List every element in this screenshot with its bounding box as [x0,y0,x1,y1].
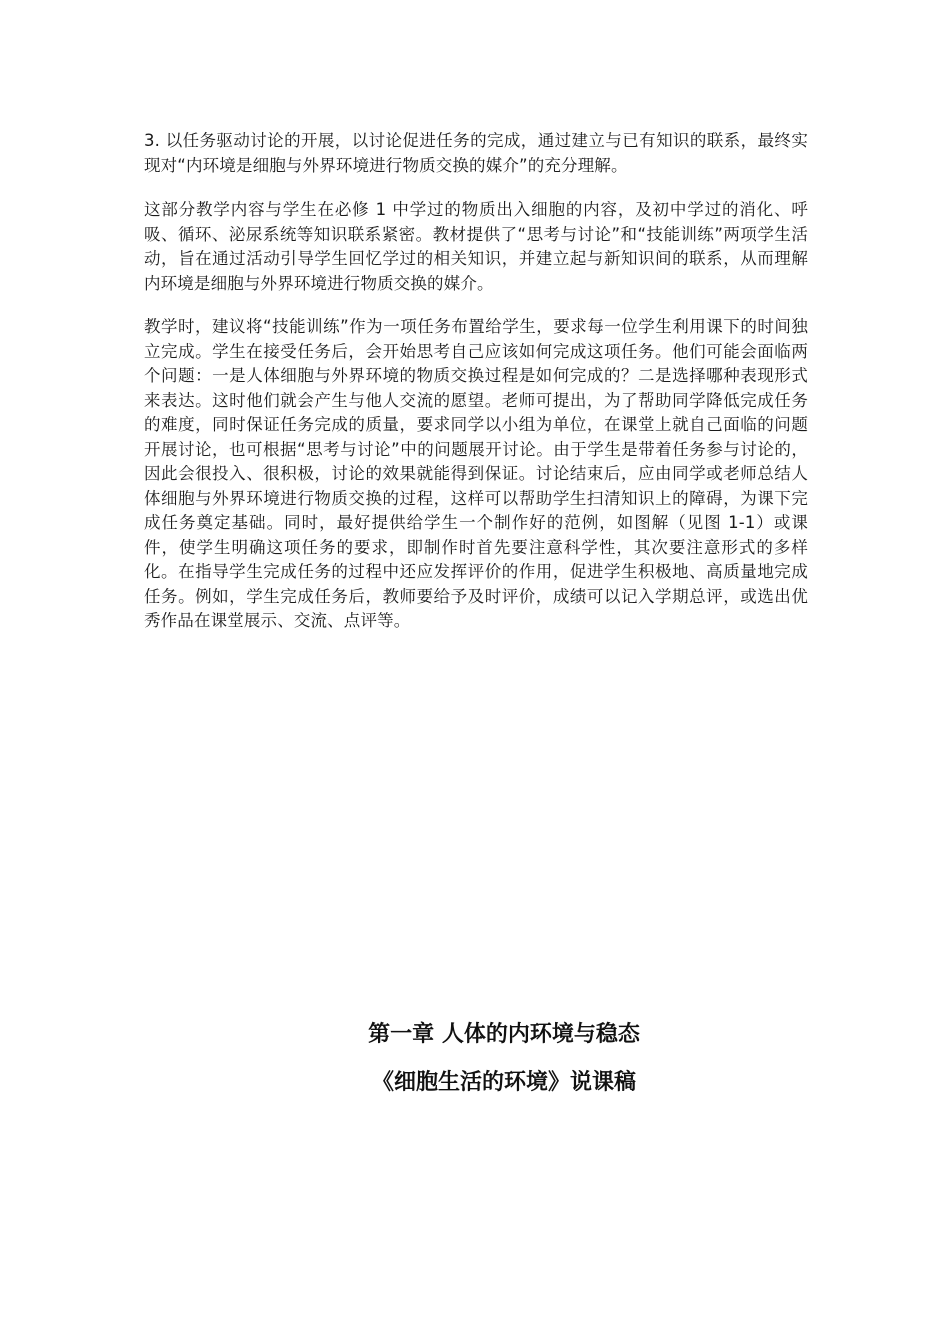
paragraph-content-connection: 这部分教学内容与学生在必修 1 中学过的物质出入细胞的内容，及初中学过的消化、呼吸、循环、泌尿系统等知识联系紧密。教材提供了“思考与讨论”和“技能训练”两项学生活动，旨在通过活动引导学生回忆学过的相关知识，并建立起与新知识间的联系，从而理解内环境是细胞与外界环境进行物质交换的媒介。 [144,200,808,293]
lesson-title: 《细胞生活的环境》说课稿 [371,1070,636,1095]
chapter-title: 第一章 人体的内环境与稳态 [368,1022,640,1047]
paragraph-teaching-suggestion: 教学时，建议将“技能训练”作为一项任务布置给学生，要求每一位学生利用课下的时间独立完成。学生在接受任务后，会开始思考自己应该如何完成这项任务。他们可能会面临两个问题：一是人体细胞与外界环境的物质交换过程是如何完成的？二是选择哪种表现形式来表达。这时他们就会产生与他人交流的愿望。老师可提出，为了帮助同学降低完成任务的难度，同时保证任务完成的质量，要求同学以小组为单位，在课堂上就自己面临的问题开展讨论，也可根据“思考与讨论”中的问题展开讨论。由于学生是带着任务参与讨论的，因此会很投入、很积极，讨论的效果就能得到保证。讨论结束后，应由同学或老师总结人体细胞与外界环境进行物质交换的过程，这样可以帮助学生扫清知识上的障碍，为课下完成任务奠定基础。同时，最好提供给学生一个制作好的范例，如图解（见图 1-1）或课件，使学生明确这项任务的要求，即制作时首先要注意科学性，其次要注意形式的多样化。在指导学生完成任务的过程中还应发挥评价的作用，促进学生积极地、高质量地完成任务。例如，学生完成任务后，教师要给予及时评价，成绩可以记入学期总评，或选出优秀作品在课堂展示、交流、点评等。 [144,317,808,630]
paragraph-task-driven-discussion: 3. 以任务驱动讨论的开展，以讨论促进任务的完成，通过建立与已有知识的联系，最终实现对“内环境是细胞与外界环境进行物质交换的媒介”的充分理解。 [144,131,808,175]
